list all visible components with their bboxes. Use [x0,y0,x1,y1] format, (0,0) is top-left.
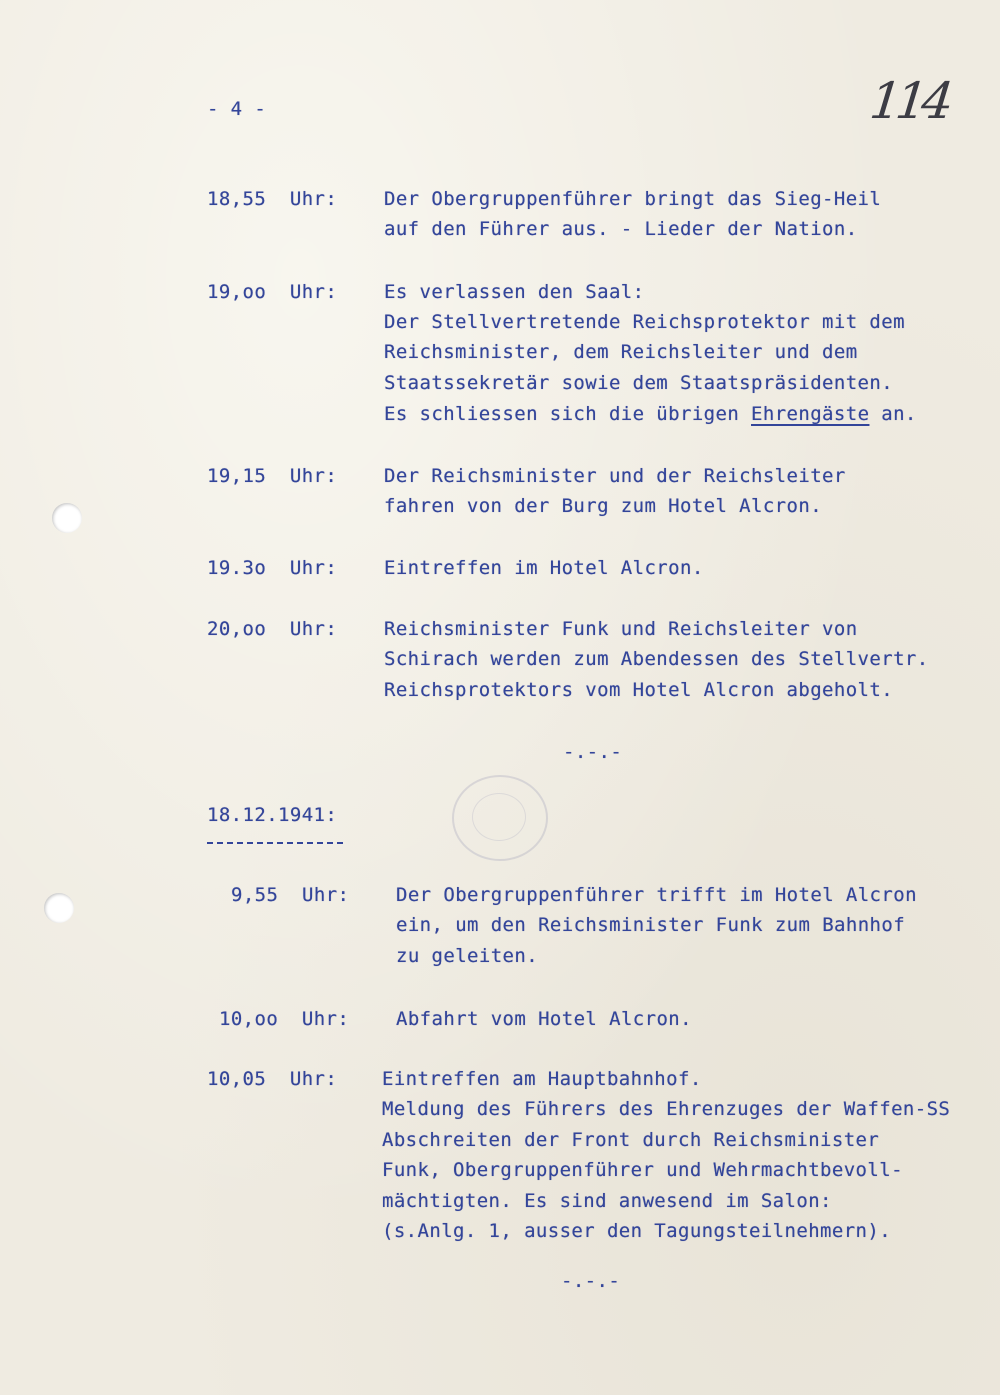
entry-line: mächtigten. Es sind anwesend im Salon: [382,1190,832,1212]
entry-time: 18,55 Uhr: [207,188,338,210]
entry-line-text: Es schliessen sich die übrigen [384,403,752,425]
punch-hole-bottom [44,893,74,923]
entry-time: 10,oo Uhr: [219,1008,350,1030]
entry-line [384,399,917,430]
entry-line: fahren von der Burg zum Hotel Alcron. [384,495,823,517]
section-separator: -.-.- [563,741,623,763]
underlined-word: Ehrengäste [751,403,870,425]
entry-line: Der Stellvertretende Reichsprotektor mit dem [384,311,905,333]
handwritten-folio-number: 114 [866,72,951,130]
entry-line: (s.Anlg. 1, ausser den Tagungsteilnehmern). [382,1220,892,1242]
entry-line: auf den Führer aus. - Lieder der Nation. [384,218,858,240]
entry-line: Meldung des Führers des Ehrenzuges der Waffen-SS [382,1098,951,1120]
entry-time: 19,15 Uhr: [207,465,338,487]
entry-line: Staatssekretär sowie dem Staatspräsidenten. [384,372,894,394]
section-separator: -.-.- [561,1270,621,1292]
entry-line: Der Obergruppenführer bringt das Sieg-Heil [384,188,882,210]
entry-line: Reichsminister Funk und Reichsleiter von [384,618,858,640]
entry-line: ein, um den Reichsminister Funk zum Bahnhof [396,914,906,936]
punch-hole-top [52,503,82,533]
entry-line: Abschreiten der Front durch Reichsminister [382,1129,880,1151]
entry-time: 19,oo Uhr: [207,281,338,303]
entry-line: Eintreffen am Hauptbahnhof. [382,1068,702,1090]
entry-time: 10,05 Uhr: [207,1068,338,1090]
entry-time: 9,55 Uhr: [231,884,350,906]
entry-line: Der Obergruppenführer trifft im Hotel Alcron [396,884,917,906]
date-heading: 18.12.1941: [207,804,338,826]
faded-stamp-seal [452,775,548,861]
entry-line: Funk, Obergruppenführer und Wehrmachtbevoll- [382,1159,903,1181]
entry-line: Reichsprotektors vom Hotel Alcron abgeholt. [384,679,894,701]
entry-line: Es verlassen den Saal: [384,281,645,303]
entry-line: Reichsminister, dem Reichsleiter und dem [384,341,858,363]
entry-time: 20,oo Uhr: [207,618,338,640]
entry-time: 19.3o Uhr: [207,557,338,579]
entry-line: zu geleiten. [396,945,539,967]
entry-line: Schirach werden zum Abendessen des Stellvertr. [384,648,929,670]
page-number: - 4 - [207,98,267,120]
entry-line: Eintreffen im Hotel Alcron. [384,557,704,579]
date-heading-underline [207,842,343,844]
entry-line: Der Reichsminister und der Reichsleiter [384,465,846,487]
entry-line-text: an. [869,403,917,425]
entry-line: Abfahrt vom Hotel Alcron. [396,1008,692,1030]
